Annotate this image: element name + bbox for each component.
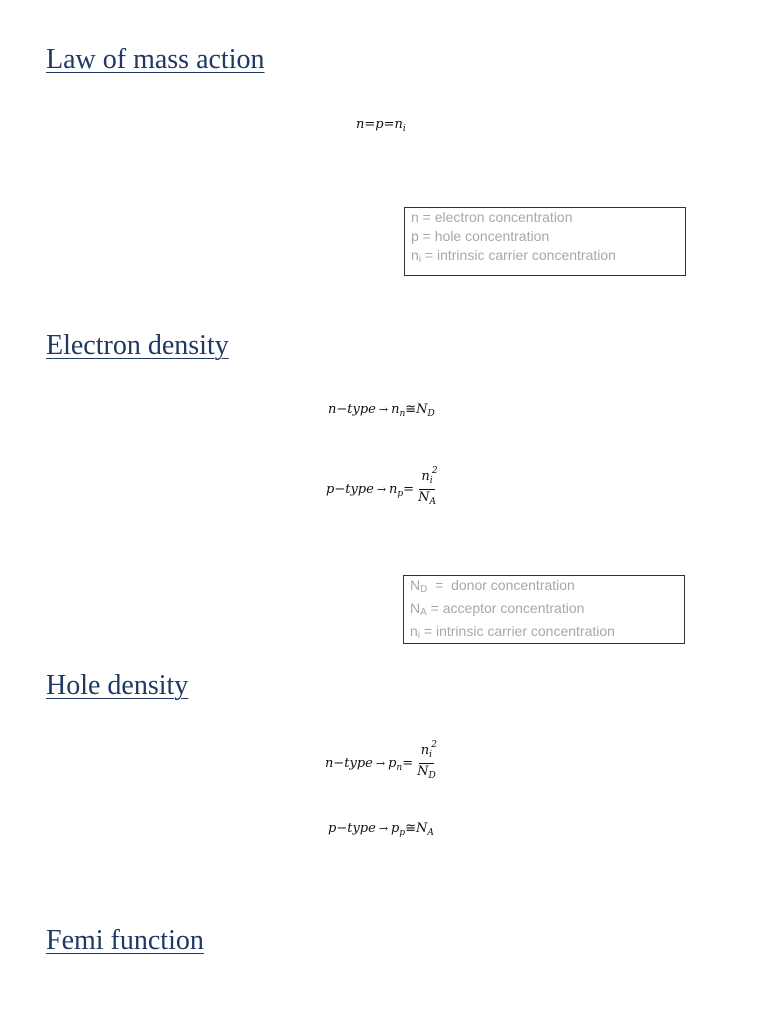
legend-symbol: N: [410, 577, 421, 593]
legend-symbol: N: [410, 600, 421, 616]
legend-text: = hole concentration: [418, 228, 550, 244]
eq-subscript: p: [399, 828, 406, 838]
eq-equals: =: [383, 117, 395, 132]
eq-lhs: n−type: [328, 402, 376, 417]
eq-var: N: [418, 490, 430, 505]
legend-subscript: D: [420, 584, 428, 595]
equation-electron-ntype: [328, 402, 435, 419]
eq-lhs: p−type: [328, 821, 376, 836]
eq-var: n: [421, 469, 430, 484]
legend-symbol: n: [411, 209, 419, 225]
legend-text: = acceptor concentration: [426, 600, 585, 616]
eq-var: p: [388, 756, 397, 771]
eq-lhs: p−type: [326, 482, 374, 497]
fraction: [416, 466, 438, 509]
eq-rhs: N: [416, 821, 428, 836]
eq-relation: ≅: [405, 821, 417, 836]
eq-equals: =: [364, 117, 376, 132]
fraction-denominator: [415, 764, 438, 783]
legend-text: = donor concentration: [427, 577, 575, 593]
eq-subscript: i: [429, 476, 433, 486]
legend-box-electron: [403, 575, 685, 644]
legend-text: = electron concentration: [418, 209, 573, 225]
section-title-hole-density: Hole density: [46, 670, 189, 701]
arrow-icon: →: [378, 403, 389, 416]
legend-symbol: n: [410, 623, 418, 639]
eq-var: n: [389, 482, 398, 497]
legend-line-ni: [411, 246, 679, 269]
legend-subscript: A: [420, 607, 427, 618]
eq-rhs: N: [416, 402, 428, 417]
eq-subscript: i: [429, 750, 433, 760]
eq-relation: =: [402, 756, 414, 771]
fraction-denominator: [416, 490, 438, 509]
eq-var: N: [417, 764, 429, 779]
section-title-electron-density: Electron density: [46, 330, 229, 361]
legend-text: = intrinsic carrier concentration: [421, 247, 616, 263]
section-title-law-of-mass-action: Law of mass action: [46, 44, 265, 75]
legend-symbol: n: [411, 247, 419, 263]
eq-superscript: 2: [431, 740, 438, 750]
arrow-icon: →: [378, 822, 389, 835]
legend-line-nd: [410, 576, 678, 599]
eq-relation: =: [403, 482, 415, 497]
legend-line-p: [411, 227, 679, 246]
eq-subscript: A: [429, 497, 436, 507]
equation-hole-ntype: [325, 740, 438, 783]
eq-lhs: n−type: [325, 756, 373, 771]
legend-line-na: [410, 599, 678, 622]
eq-relation: ≅: [405, 402, 417, 417]
equation-law-of-mass-action: [356, 117, 406, 134]
eq-var-ni: n: [394, 117, 403, 132]
eq-subscript: D: [428, 771, 436, 781]
section-title-femi-function: Femi function: [46, 925, 204, 956]
legend-text: = intrinsic carrier concentration: [420, 623, 615, 639]
arrow-icon: →: [376, 483, 387, 496]
legend-line-ni: [410, 622, 678, 645]
legend-subscript: i: [417, 630, 421, 641]
eq-subscript: i: [402, 124, 406, 134]
eq-var: p: [391, 821, 400, 836]
eq-var: n: [391, 402, 400, 417]
eq-superscript: 2: [431, 466, 438, 476]
eq-var: n: [420, 743, 430, 758]
arrow-icon: →: [375, 757, 386, 770]
fraction-numerator: [419, 466, 438, 490]
eq-var-n: n: [356, 117, 365, 132]
eq-subscript: n: [399, 409, 406, 419]
eq-subscript: A: [427, 828, 434, 838]
fraction: [415, 740, 438, 783]
equation-hole-ptype: [328, 821, 434, 838]
eq-subscript: n: [396, 763, 403, 773]
fraction-numerator: [419, 740, 438, 764]
eq-subscript: p: [397, 489, 404, 499]
legend-subscript: i: [418, 254, 422, 265]
legend-line-n: [411, 208, 679, 227]
eq-var-p: p: [375, 117, 384, 132]
equation-electron-ptype: [326, 466, 438, 509]
legend-box-law: [404, 207, 686, 276]
eq-subscript: D: [427, 409, 435, 419]
legend-symbol: p: [411, 228, 419, 244]
